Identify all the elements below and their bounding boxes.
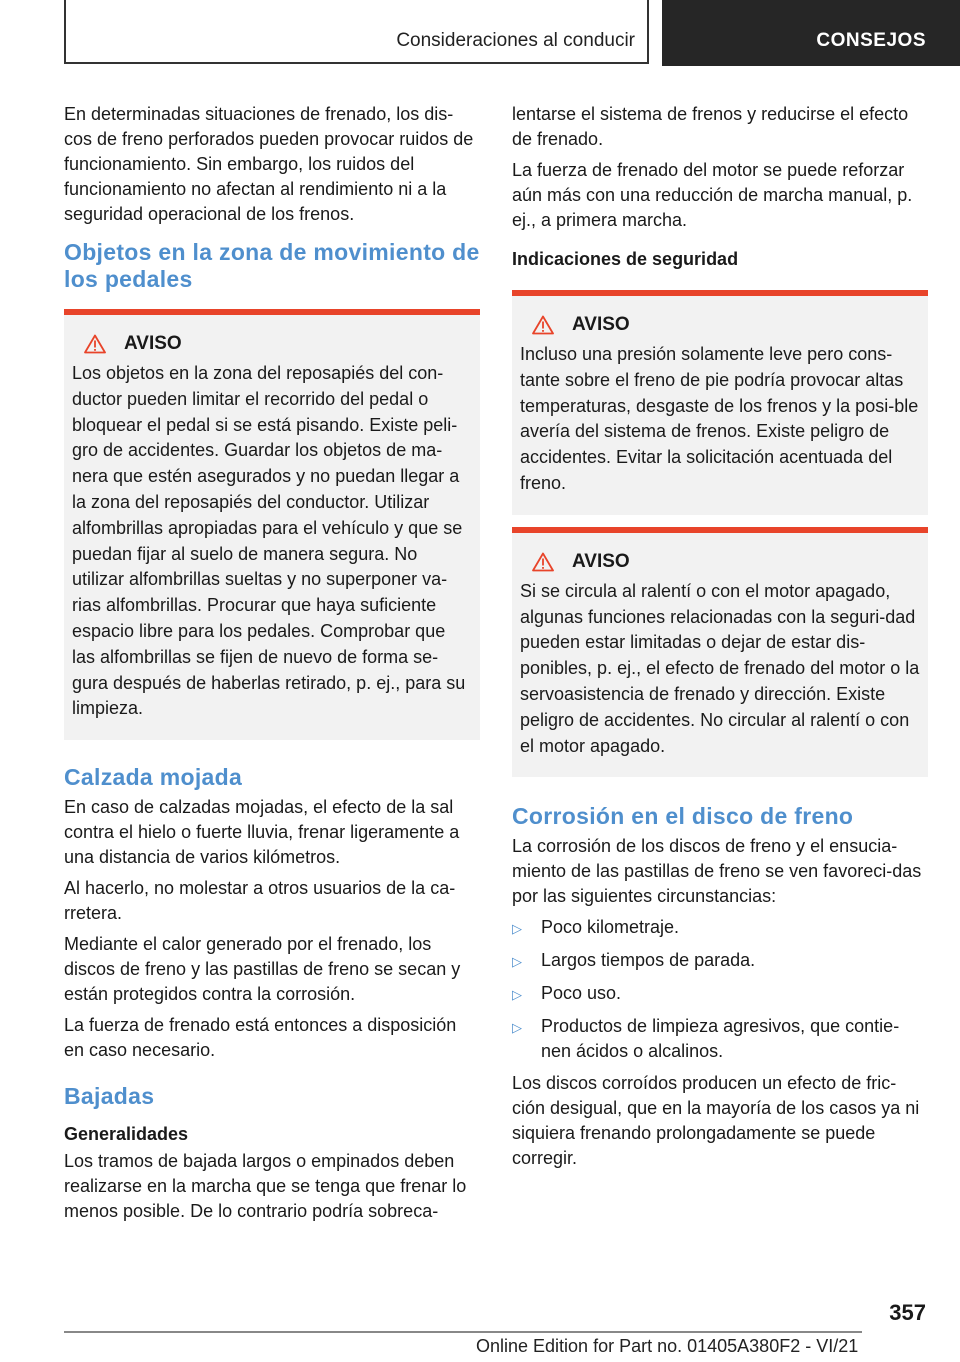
warning-label: AVISO <box>572 550 630 572</box>
warning-title <box>84 333 472 355</box>
header-chapter-title: CONSEJOS <box>816 30 926 51</box>
list-item: ▷ Poco uso. <box>512 981 928 1007</box>
footer-rule <box>64 1331 862 1333</box>
list-item: ▷ Poco kilometraje. <box>512 915 928 941</box>
heading-generalidades: Generalidades <box>64 1124 189 1145</box>
bajadas-paragraph-1: Los tramos de bajada largos o empinados deben realizarse en la marcha que se tenga que frenar lo menos posible. De lo contrario podría sobreca- <box>64 1151 467 1222</box>
corrosion-causes-list <box>512 915 928 1064</box>
warning-triangle-icon <box>532 315 554 335</box>
warning-triangle-icon <box>532 552 554 572</box>
warning-label: AVISO <box>124 333 182 354</box>
page-number: 357 <box>889 1300 926 1325</box>
warning-box-objetos <box>64 309 480 740</box>
header-chapter-tab <box>662 0 960 66</box>
warning-text: Incluso una presión solamente leve pero cons-tante sobre el freno de pie podría provocar altas temperaturas, desgaste de los frenos y la posi-ble avería del sistema de frenos. Existe peligro de accidentes. Evitar la solicitación acentuada del freno. <box>520 344 919 493</box>
bullet-triangle-icon: ▷ <box>512 921 522 937</box>
calzada-paragraph-1: En caso de calzadas mojadas, el efecto de la sal contra el hielo o fuerte lluvia, frenar ligeramente a una distancia de varios kilómetros. <box>64 797 460 868</box>
warning-text: Los objetos en la zona del reposapiés del con-ductor pueden limitar el recorrido del pedal o bloquear el pedal si se está pisando. Existe peli-gro de accidentes. Guardar los objetos de ma-nera que estén asegurados y no puedan llegar a la zona del reposapiés del conductor. Utilizar alfombrillas apropiadas para el vehículo y que se puedan fijar al suelo de manera segura. No utilizar alfombrillas sueltas y no superponer va-rias alfombrillas. Procurar que haya suficiente espacio libre para los pedales. Comprobar que las alfombrillas se fijen de nuevo de forma se-gura después de haberlas retirado, p. ej., para su limpieza. <box>72 363 466 719</box>
left-column <box>64 102 480 1230</box>
heading-corrosion: Corrosión en el disco de freno <box>512 803 854 830</box>
header-section-tab <box>66 0 649 64</box>
calzada-paragraph-4: La fuerza de frenado está entonces a disposición en caso necesario. <box>64 1015 457 1061</box>
warning-triangle-icon <box>84 334 106 354</box>
bullet-triangle-icon: ▷ <box>512 954 522 970</box>
warning-title <box>532 314 920 336</box>
bullet-triangle-icon: ▷ <box>512 987 522 1003</box>
heading-calzada-mojada: Calzada mojada <box>64 764 243 791</box>
footer-edition: Online Edition for Part no. 01405A380F2 - VI/21 <box>476 1336 859 1356</box>
warning-label: AVISO <box>572 314 630 335</box>
corrosion-paragraph-2: Los discos corroídos producen un efecto de fric-ción desigual, que en la mayoría de los casos ya ni siquiera frenando prolongadamente se puede corregir. <box>512 1073 920 1169</box>
warning-box-presion <box>512 290 928 515</box>
motor-brake-paragraph: La fuerza de frenado del motor se puede reforzar aún más con una reducción de marcha manual, p. ej., a primera marcha. <box>512 160 913 230</box>
corrosion-paragraph-1: La corrosión de los discos de freno y el ensucia-miento de las pastillas de freno se ven favoreci-das por las siguientes circunstancias: <box>512 836 922 907</box>
list-item: ▷ Productos de limpieza agresivos, que contie-nen ácidos o alcalinos. <box>512 1014 928 1064</box>
warning-title <box>532 551 920 573</box>
heading-indicaciones-seguridad: Indicaciones de seguridad <box>512 249 739 269</box>
right-column <box>512 102 928 1177</box>
continued-paragraph: lentarse el sistema de frenos y reducirse el efecto de frenado. <box>512 104 909 149</box>
calzada-paragraph-3: Mediante el calor generado por el frenado, los discos de freno y las pastillas de freno se secan y están protegidos contra la corrosión. <box>64 934 461 1005</box>
intro-paragraph: En determinadas situaciones de frenado, los dis-cos de freno perforados pueden provocar ruidos de funcionamiento. Sin embargo, los ruidos del funcionamiento no afectan al rendimiento ni a la seguridad operacional de los frenos. <box>64 104 474 224</box>
bullet-triangle-icon: ▷ <box>512 1020 522 1036</box>
list-item: ▷ Largos tiempos de parada. <box>512 948 928 974</box>
heading-objetos-pedales: Objetos en la zona de movimiento de los pedales <box>64 239 480 292</box>
heading-bajadas: Bajadas <box>64 1083 155 1110</box>
calzada-paragraph-2: Al hacerlo, no molestar a otros usuarios de la ca-rretera. <box>64 878 456 924</box>
warning-text: Si se circula al ralentí o con el motor apagado, algunas funciones relacionadas con la seguri-dad pueden estar limitadas o dejar de estar dis-ponibles, p. ej., el efecto de frenado del motor o la servoasistencia de frenado y dirección. Existe peligro de accidentes. No circular al ralentí o con el motor apagado. <box>520 580 920 756</box>
warning-box-ralenti <box>512 527 928 778</box>
header-section-title: Consideraciones al conducir <box>396 30 635 51</box>
